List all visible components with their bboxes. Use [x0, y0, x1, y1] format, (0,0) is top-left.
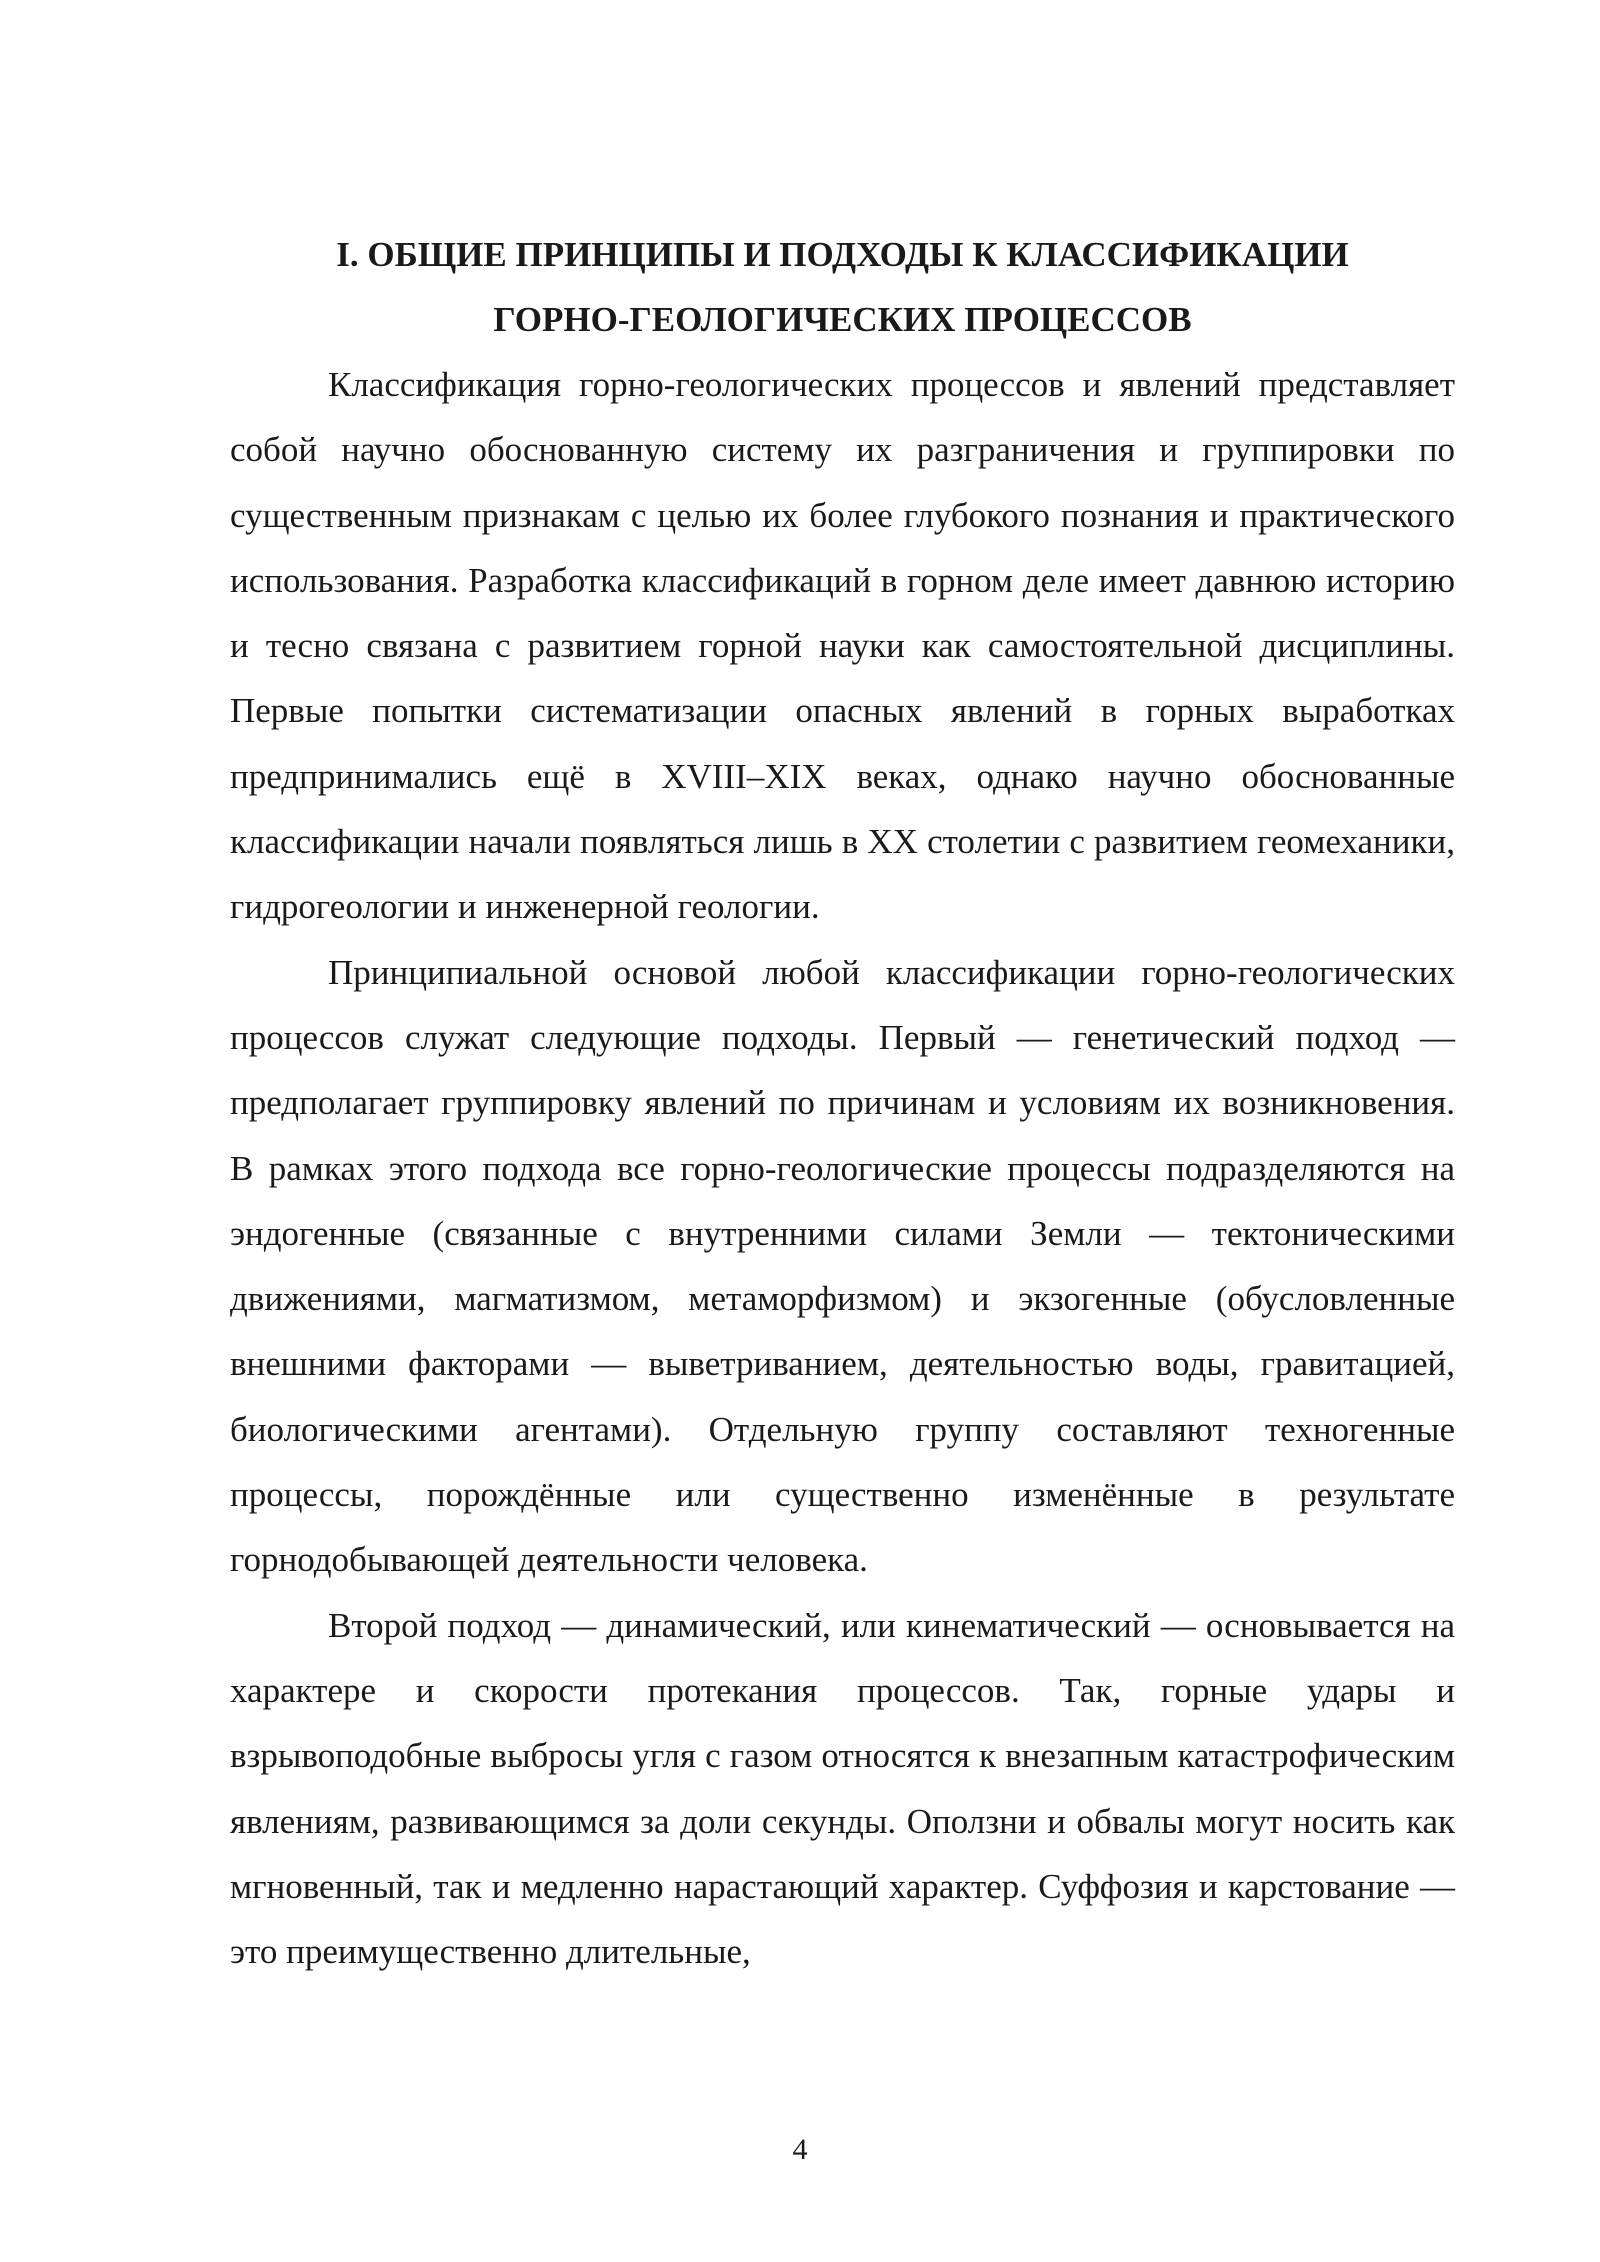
paragraph-3: Второй подход — динамический, или кинематический — основывается на характере и скорости протекания процессов. Так, горные удары и взрывоподобные выбросы угля с газом относятся к внезапным катастрофическим явлениям, развивающимся за доли секунды. Оползни и обвалы могут носить как мгновенный, так и медленно нарастающий характер. Суффозия и карстование — это преимущественно длительные, — [230, 1605, 1455, 1972]
page-number: 4 — [792, 2133, 808, 2166]
document-page — [230, 222, 1455, 1984]
section-heading — [230, 222, 1455, 352]
section-heading-line-1: I. ОБЩИЕ ПРИНЦИПЫ И ПОДХОДЫ К КЛАССИФИКАЦИИ — [336, 235, 1349, 274]
section-heading-line-2: ГОРНО-ГЕОЛОГИЧЕСКИХ ПРОЦЕССОВ — [493, 300, 1192, 339]
paragraph-1: Классификация горно-геологических процессов и явлений представляет собой научно обоснованную систему их разграничения и группировки по существенным признакам с целью их более глубокого познания и практического использования. Разработка классификаций в горном деле имеет давнюю историю и тесно связана с развитием горной науки как самостоятельной дисциплины. Первые попытки систематизации опасных явлений в горных выработках предпринимались ещё в XVIII–XIX веках, однако научно обоснованные классификации начали появляться лишь в XX столетии с развитием геомеханики, гидрогеологии и инженерной геологии. — [230, 365, 1455, 927]
paragraph-2: Принципиальной основой любой классификации горно-геологических процессов служат следующие подходы. Первый — генетический подход — предполагает группировку явлений по причинам и условиям их возникновения. В рамках этого подхода все горно-геологические процессы подразделяются на эндогенные (связанные с внутренними силами Земли — тектоническими движениями, магматизмом, метаморфизмом) и экзогенные (обусловленные внешними факторами — выветриванием, деятельностью воды, гравитацией, биологическими агентами). Отдельную группу составляют техногенные процессы, порождённые или существенно изменённые в результате горнодобывающей деятельности человека. — [230, 952, 1455, 1580]
